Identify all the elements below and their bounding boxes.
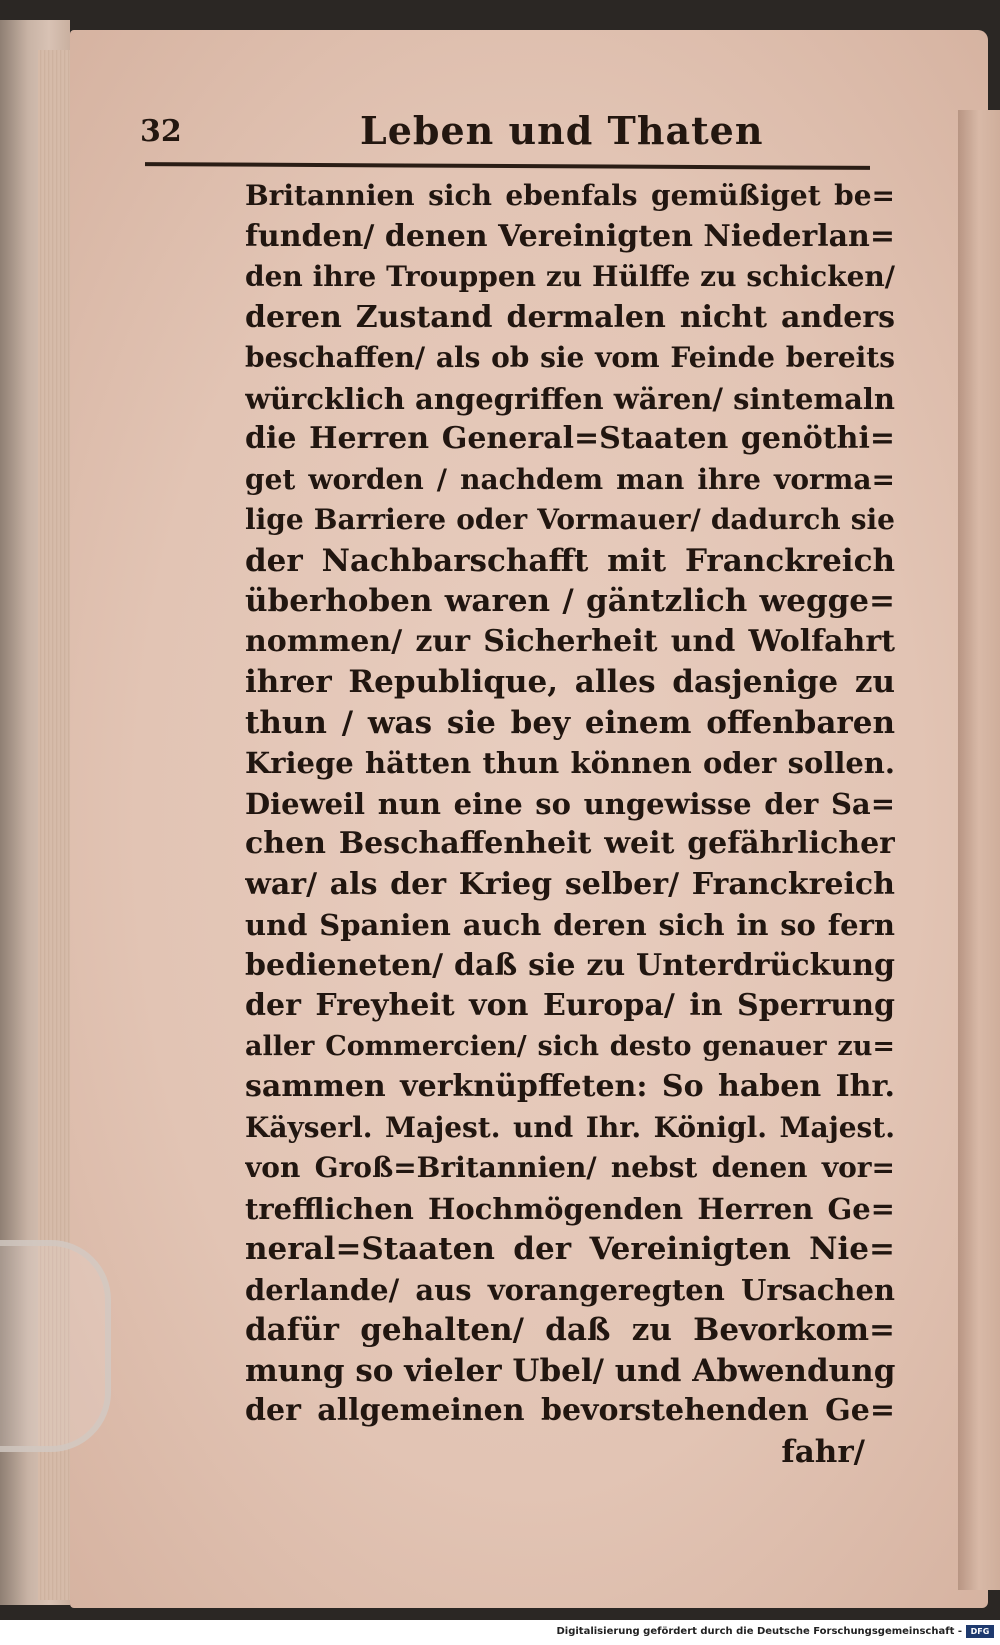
text-line: get worden / nachdem man ihre vorma= [245, 462, 895, 496]
text-line: Britannien sich ebenfals gemüßiget be= [245, 179, 895, 212]
facing-page-edge [958, 110, 1000, 1590]
text-line: ihrer Republique, alles dasjenige zu [245, 664, 895, 700]
text-line: lige Barriere oder Vormauer/ dadurch sie [245, 503, 895, 536]
text-line: die Herren General=Staaten genöthi= [245, 421, 895, 456]
text-line: trefflichen Hochmögenden Herren Ge= [245, 1191, 895, 1226]
text-line: von Groß=Britannien/ nebst denen vor= [245, 1151, 895, 1184]
page-number: 32 [140, 114, 182, 149]
text-line: bedieneten/ daß sie zu Unterdrückung [245, 947, 895, 983]
text-line: neral=Staaten der Vereinigten Nie= [245, 1231, 895, 1267]
funding-notice: Digitalisierung gefördert durch die Deutsche Forschungsgemeinschaft - [556, 1626, 962, 1637]
text-line: deren Zustand dermalen nicht anders [245, 299, 895, 335]
text-line: fahr/ [781, 1433, 865, 1470]
text-line: beschaffen/ als ob sie vom Feinde bereits [245, 341, 895, 374]
text-line: den ihre Trouppen zu Hülffe zu schicken/ [245, 260, 895, 293]
page-clip [0, 1240, 111, 1452]
running-title: Leben und Thaten [360, 108, 764, 153]
text-line: chen Beschaffenheit weit gefährlicher [245, 826, 895, 861]
text-line: dafür gehalten/ daß zu Bevorkom= [245, 1312, 895, 1348]
text-line: würcklich angegriffen wären/ sintemaln [245, 381, 895, 416]
text-line: überhoben waren / gäntzlich wegge= [245, 583, 895, 619]
text-line: sammen verknüpffeten: So haben Ihr. [245, 1069, 895, 1104]
text-line: aller Commercien/ sich desto genauer zu= [245, 1030, 895, 1062]
text-line: Dieweil nun eine so ungewisse der Sa= [245, 786, 895, 821]
text-line: Käyserl. Majest. und Ihr. Königl. Majest. [245, 1110, 895, 1144]
text-line: und Spanien auch deren sich in so fern [245, 908, 895, 942]
text-line: mung so vieler Ubel/ und Abwendung [245, 1352, 895, 1389]
running-head [140, 108, 880, 168]
text-line: derlande/ aus vorangeregten Ursachen [245, 1272, 895, 1307]
text-line: nommen/ zur Sicherheit und Wolfahrt [245, 623, 895, 659]
text-line: der allgemeinen bevorstehenden Ge= [245, 1393, 895, 1428]
text-line: der Freyheit von Europa/ in Sperrung [245, 988, 895, 1023]
footer-bar [0, 1620, 1000, 1645]
text-line: funden/ denen Vereinigten Niederlan= [245, 218, 895, 254]
text-line: war/ als der Krieg selber/ Franckreich [245, 866, 895, 902]
text-line: Kriege hätten thun können oder sollen. [245, 746, 895, 780]
body-text [245, 176, 895, 1472]
text-line: thun / was sie bey einem offenbaren [245, 704, 895, 741]
text-line: der Nachbarschafft mit Franckreich [245, 542, 895, 579]
dfg-logo: DFG [966, 1625, 994, 1638]
